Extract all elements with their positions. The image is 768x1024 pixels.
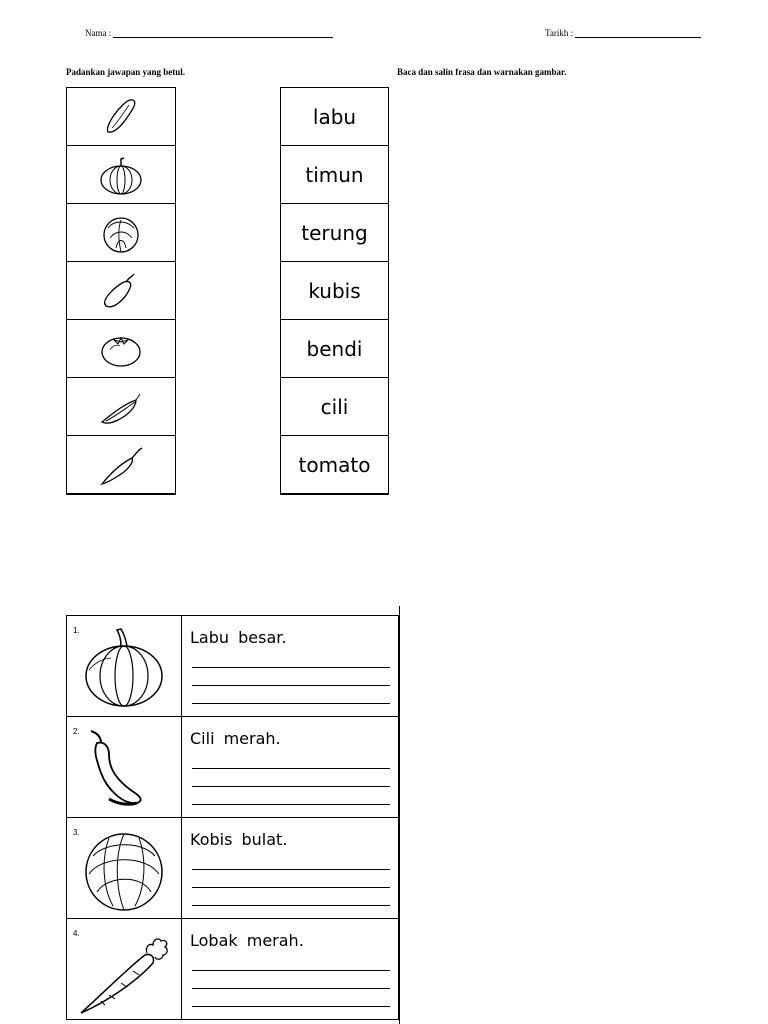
writing-line[interactable] [192, 686, 390, 704]
item-number: 3. [73, 828, 80, 837]
phrase-text: Kobis bulat. [190, 830, 288, 849]
tomato-icon [96, 324, 146, 374]
image-cell [67, 616, 182, 717]
date-label: Tarikh : [545, 28, 574, 38]
writing-line[interactable] [192, 971, 390, 989]
word-cell[interactable]: cili [281, 378, 388, 436]
word-cell[interactable]: labu [281, 88, 388, 146]
copy-row [67, 818, 399, 919]
writing-line[interactable] [192, 650, 390, 668]
cabbage-icon [96, 208, 146, 258]
picture-cell[interactable] [67, 88, 175, 146]
word-cell[interactable]: terung [281, 204, 388, 262]
writing-line[interactable] [192, 751, 390, 769]
word-cell[interactable]: bendi [281, 320, 388, 378]
writing-cell [182, 616, 399, 717]
copy-table [66, 615, 399, 1020]
writing-line[interactable] [192, 668, 390, 686]
date-field [545, 28, 701, 38]
writing-cell [182, 717, 399, 818]
writing-line[interactable] [192, 769, 390, 787]
word-column [280, 87, 389, 495]
cucumber-icon [96, 92, 146, 142]
date-blank[interactable] [575, 28, 701, 38]
image-cell [67, 717, 182, 818]
writing-line[interactable] [192, 888, 390, 906]
carrot-icon [79, 927, 169, 1015]
name-label: Nama : [85, 28, 112, 38]
name-blank[interactable] [113, 28, 333, 38]
word-cell[interactable]: timun [281, 146, 388, 204]
eggplant-icon [96, 266, 146, 316]
instruction-match: Padankan jawapan yang betul. [66, 67, 186, 77]
word-cell[interactable]: kubis [281, 262, 388, 320]
phrase-text: Lobak merah. [190, 931, 304, 950]
okra-icon [96, 382, 146, 432]
image-cell [67, 818, 182, 919]
copy-row [67, 616, 399, 717]
picture-cell[interactable] [67, 146, 175, 204]
pumpkin-icon [79, 624, 169, 712]
copy-row [67, 919, 399, 1020]
instruction-copy: Baca dan salin frasa dan warnakan gambar. [397, 67, 567, 77]
chili-icon [96, 440, 146, 490]
image-cell [67, 919, 182, 1020]
item-number: 1. [73, 626, 80, 635]
picture-cell[interactable] [67, 262, 175, 320]
writing-line[interactable] [192, 989, 390, 1007]
picture-cell[interactable] [67, 320, 175, 378]
picture-column [66, 87, 176, 495]
phrase-text: Cili merah. [190, 729, 281, 748]
writing-line[interactable] [192, 953, 390, 971]
picture-cell[interactable] [67, 436, 175, 493]
pumpkin-icon [96, 150, 146, 200]
chili-icon [79, 725, 169, 813]
writing-cell [182, 919, 399, 1020]
picture-cell[interactable] [67, 378, 175, 436]
name-field [85, 28, 333, 38]
copy-row [67, 717, 399, 818]
writing-line[interactable] [192, 852, 390, 870]
writing-line[interactable] [192, 870, 390, 888]
picture-cell[interactable] [67, 204, 175, 262]
phrase-text: Labu besar. [190, 628, 287, 647]
writing-cell [182, 818, 399, 919]
writing-line[interactable] [192, 787, 390, 805]
page-divider [399, 606, 400, 1024]
item-number: 2. [73, 727, 80, 736]
item-number: 4. [73, 929, 80, 938]
cabbage-icon [79, 826, 169, 914]
word-cell[interactable]: tomato [298, 452, 371, 477]
